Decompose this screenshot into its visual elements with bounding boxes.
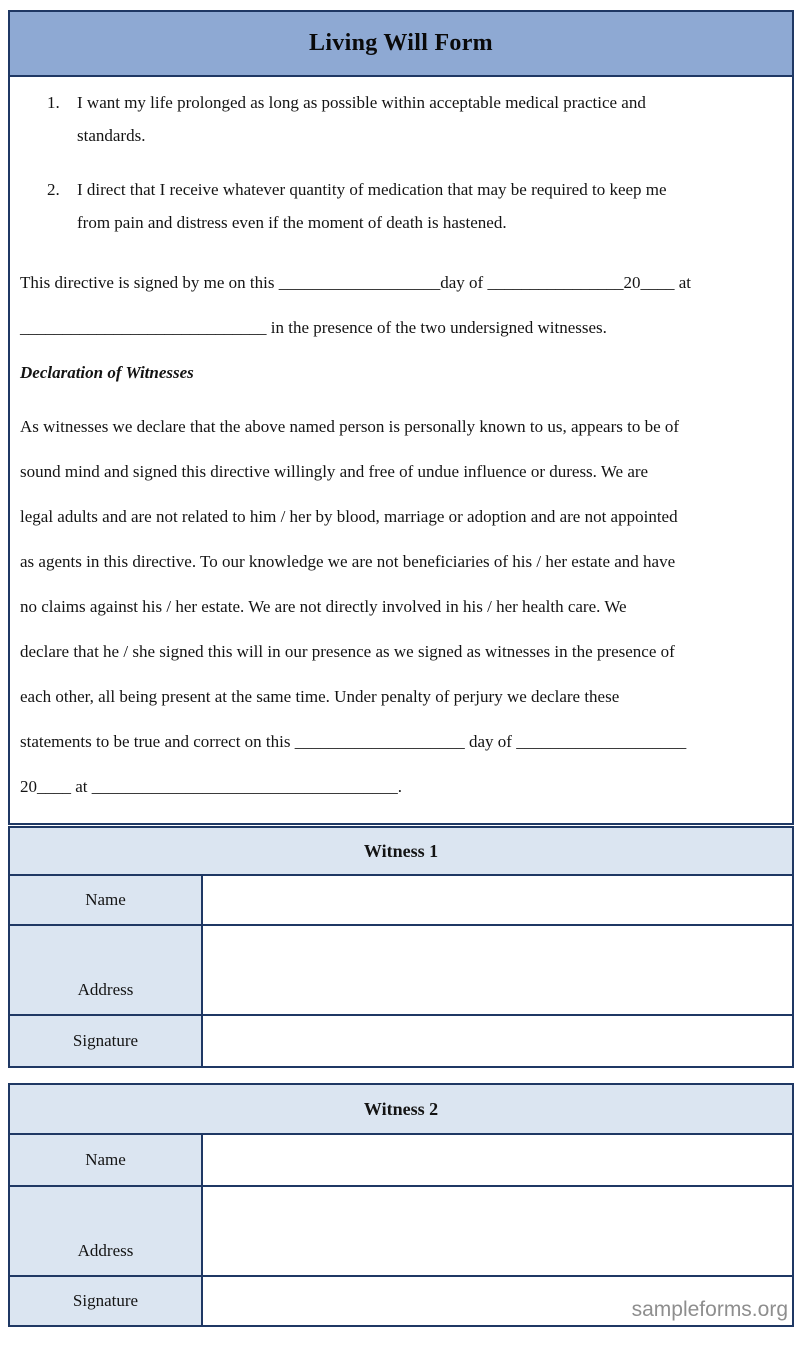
name-label: Name [10,1135,203,1185]
text-line: no claims against his / her estate. We are not directly involved in his / her health care. We [20,597,627,616]
declaration-heading: Declaration of Witnesses [20,363,194,382]
text-line: _____________________________ in the presence of the two undersigned witnesses. [20,318,607,337]
witness-1-address-field[interactable] [203,926,792,1014]
form-title-bar [10,12,792,77]
item-text [77,173,667,239]
signature-label: Signature [10,1277,203,1325]
text-line: as agents in this directive. To our knowledge we are not beneficiaries of his / her estate and have [20,552,676,571]
item-number: 1. [47,93,60,112]
signed-date-paragraph [20,260,782,350]
form-title: Living Will Form [309,30,493,56]
witness-1-name-field[interactable] [203,876,792,924]
witness-1-header: Witness 1 [10,828,792,876]
text-line: I direct that I receive whatever quantity of medication that may be required to keep me [77,180,667,199]
text-line: declare that he / she signed this will in our presence as we signed as witnesses in the presence of [20,642,675,661]
text-line: I want my life prolonged as long as possible within acceptable medical practice and [77,93,646,112]
item-number: 2. [47,180,60,199]
witness-1-table [8,826,794,1068]
witness-2-address-field[interactable] [203,1187,792,1275]
witness-2-name-field[interactable] [203,1135,792,1185]
table-row [10,1187,792,1277]
witness-2-table [8,1083,794,1327]
form-main-box [8,10,794,825]
text-line: each other, all being present at the same time. Under penalty of perjury we declare these [20,687,620,706]
text-line: statements to be true and correct on this ____________________ day of ____________________ [20,732,687,751]
table-row [10,926,792,1016]
name-label: Name [10,876,203,924]
form-body [10,77,792,823]
text-line: legal adults and are not related to him / her by blood, marriage or adoption and are not appointed [20,507,678,526]
text-line: 20____ at ____________________________________. [20,777,403,796]
witness-2-header: Witness 2 [10,1085,792,1135]
table-row [10,1135,792,1187]
numbered-item-2 [20,173,782,239]
text-line: This directive is signed by me on this ___________________day of ________________20____ at [20,273,691,292]
witness-1-signature-field[interactable] [203,1016,792,1066]
declaration-paragraph [20,404,782,809]
numbered-item-1 [20,86,782,152]
table-row [10,1016,792,1066]
text-line: As witnesses we declare that the above named person is personally known to us, appears to be of [20,417,680,436]
watermark: sampleforms.org [631,1298,788,1321]
item-text [77,86,646,152]
table-row [10,876,792,926]
address-label: Address [10,926,203,1014]
text-line: sound mind and signed this directive willingly and free of undue influence or duress. We are [20,462,649,481]
text-line: from pain and distress even if the moment of death is hastened. [77,213,507,232]
address-label: Address [10,1187,203,1275]
text-line: standards. [77,126,146,145]
signature-label: Signature [10,1016,203,1066]
